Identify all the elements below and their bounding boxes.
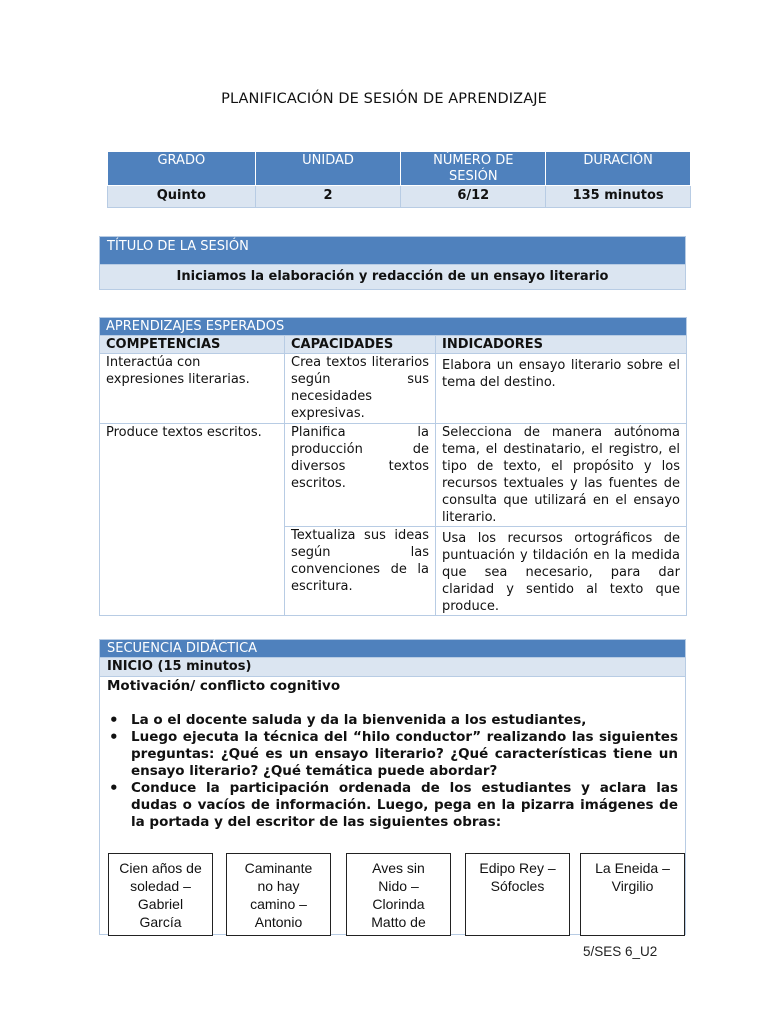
capacidad-cell: Planifica la producción de diversos textos escritos. (285, 424, 436, 527)
column-indicadores: INDICADORES (436, 336, 687, 354)
competencia-cell: Interactúa con expresiones literarias. (100, 354, 285, 424)
secuencia-header: SECUENCIA DIDÁCTICA (100, 640, 686, 658)
header-duracion: DURACIÓN (546, 152, 691, 186)
list-item: • Conduce la participación ordenada de los estudiantes y aclara las dudas o vacíos de información. Luego, pega en la pizarra imágenes de la portada y del escritor de las siguientes obras: (107, 780, 678, 831)
indicador-cell: Selecciona de manera autónoma tema, el destinatario, el registro, el tipo de texto, el propósito y los recursos textuales y las fuentes de consulta que utilizará en el ensayo literario. (436, 424, 687, 527)
list-item: • Luego ejecuta la técnica del “hilo conductor” realizando las siguientes preguntas: ¿Qué es un ensayo literario? ¿Qué características tiene un ensayo literario? ¿Qué temática puede abordar? (107, 729, 678, 780)
competencia-cell: Produce textos escritos. (100, 424, 285, 616)
book-box: Caminante no hay camino – Antonio (226, 853, 331, 936)
capacidad-cell: Crea textos literarios según sus necesidades expresivas. (285, 354, 436, 424)
motivacion-label: Motivación/ conflicto cognitivo (107, 678, 341, 694)
value-numero-sesion: 6/12 (401, 186, 546, 208)
indicador-cell: Usa los recursos ortográficos de puntuación y tildación en la medida que sea necesario, para dar claridad y sentido al texto que produce. (436, 527, 687, 616)
aprendizajes-header: APRENDIZAJES ESPERADOS (100, 318, 687, 336)
session-info-table (107, 151, 691, 208)
column-competencias: COMPETENCIAS (100, 336, 285, 354)
book-box: La Eneida – Virgilio (580, 853, 685, 936)
list-item: • La o el docente saluda y da la bienvenida a los estudiantes, (107, 712, 678, 729)
session-title-table (99, 236, 686, 290)
header-grado: GRADO (108, 152, 256, 186)
session-title-header: TÍTULO DE LA SESIÓN (100, 237, 686, 265)
value-duracion: 135 minutos (546, 186, 691, 208)
value-grado: Quinto (108, 186, 256, 208)
header-numero-sesion: NÚMERO DE SESIÓN (401, 152, 546, 186)
indicador-cell: Elabora un ensayo literario sobre el tema del destino. (436, 354, 687, 424)
book-box: Cien años de soledad – Gabriel García (108, 853, 213, 936)
capacidad-cell: Textualiza sus ideas según las convenciones de la escritura. (285, 527, 436, 616)
page-footer: 5/SES 6_U2 (583, 944, 658, 959)
document-title: PLANIFICACIÓN DE SESIÓN DE APRENDIZAJE (221, 91, 547, 107)
value-unidad: 2 (255, 186, 401, 208)
inicio-label: INICIO (15 minutos) (100, 658, 686, 677)
header-unidad: UNIDAD (255, 152, 401, 186)
column-capacidades: CAPACIDADES (285, 336, 436, 354)
aprendizajes-table (99, 317, 687, 616)
activity-list (107, 712, 678, 831)
book-box: Aves sin Nido – Clorinda Matto de (346, 853, 451, 936)
book-box: Edipo Rey – Sófocles (465, 853, 570, 936)
session-title-value: Iniciamos la elaboración y redacción de un ensayo literario (100, 265, 686, 290)
